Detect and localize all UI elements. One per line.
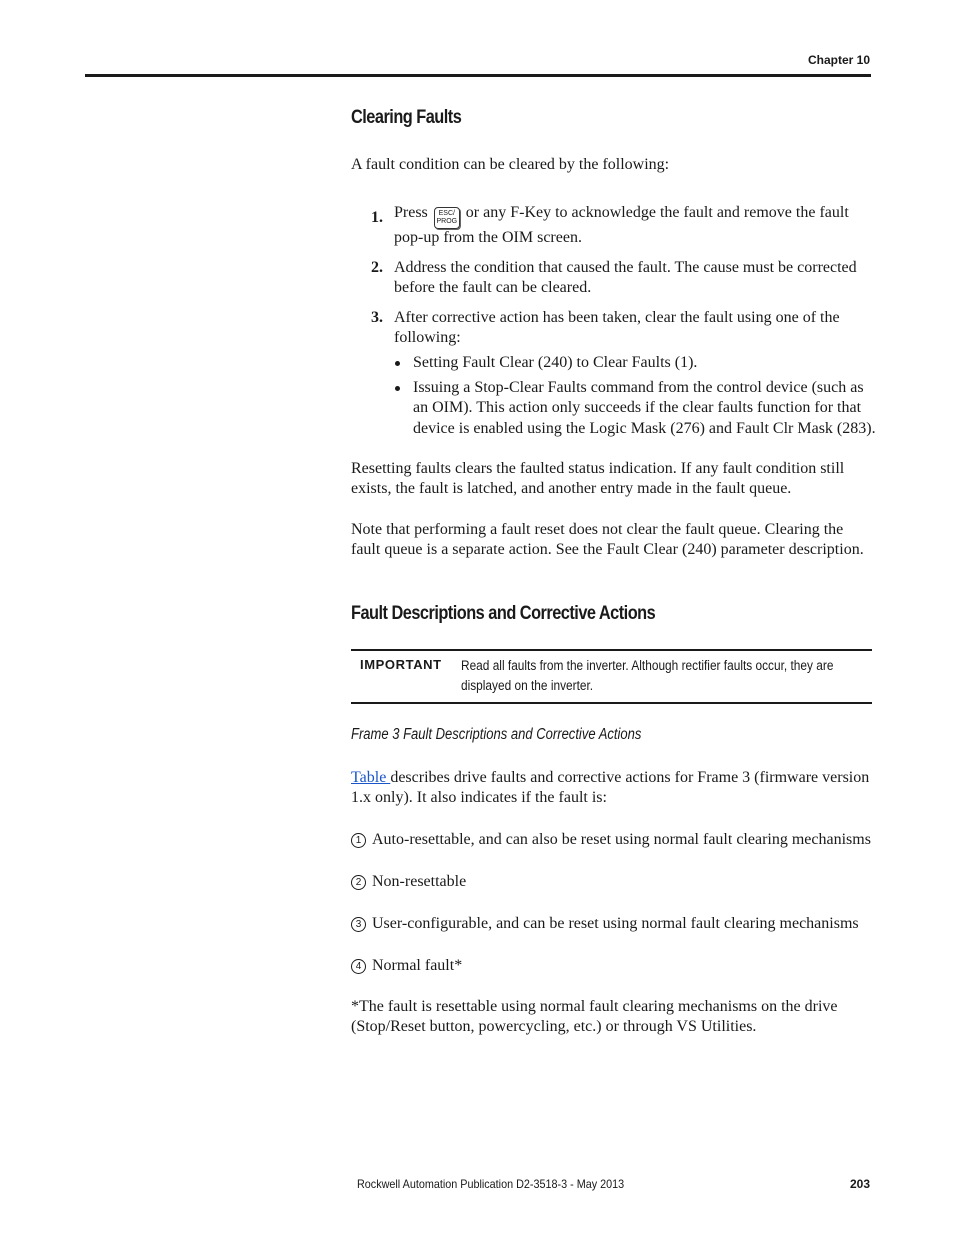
para-resetting-line1: Resetting faults clears the faulted status indication. If any fault condition still — [351, 460, 845, 477]
header-rule — [85, 74, 871, 77]
esc-prog-key-icon — [434, 207, 460, 229]
chapter-label: Chapter 10 — [807, 53, 870, 67]
fault-type-text: User-configurable, and can be reset using normal fault clearing mechanisms — [372, 915, 859, 932]
table-link[interactable]: Table — [351, 769, 391, 786]
para-note-line1: Note that performing a fault reset does not clear the fault queue. Clearing the — [351, 521, 844, 538]
footnote-line1: *The fault is resettable using normal fault clearing mechanisms on the drive — [351, 998, 838, 1015]
step-number: 1. — [371, 209, 383, 226]
bullet-2-line2: an OIM). This action only succeeds if the clear faults function for that — [413, 399, 862, 416]
table-caption: Frame 3 Fault Descriptions and Corrective Actions — [351, 726, 642, 743]
fault-type-text: Non-resettable — [372, 873, 467, 890]
step-3-line1: After corrective action has been taken, clear the fault using one of the — [394, 309, 840, 326]
step-1-press: Press — [394, 204, 428, 221]
publication-footer: Rockwell Automation Publication D2-3518-3 - May 2013 — [357, 1177, 625, 1191]
para-resetting-line2: exists, the fault is latched, and another entry made in the fault queue. — [351, 480, 792, 497]
desc-line1 — [351, 768, 869, 788]
important-line2: displayed on the inverter. — [461, 678, 594, 693]
step-2-line2: before the fault can be cleared. — [394, 279, 592, 296]
page-number: 203 — [849, 1177, 870, 1191]
circled-number-icon: 3 — [351, 917, 366, 932]
step-number: 3. — [371, 309, 383, 326]
step-3-line2: following: — [394, 329, 461, 346]
fault-type-item — [351, 914, 859, 934]
bullet-1-text: Setting Fault Clear (240) to Clear Faults (1). — [413, 354, 698, 371]
step-1-line2: pop-up from the OIM screen. — [394, 229, 582, 246]
section-title-clearing-faults: Clearing Faults — [351, 107, 462, 128]
important-bottom-rule — [351, 702, 872, 704]
desc-line2: 1.x only). It also indicates if the fault is: — [351, 789, 607, 806]
step-2-line1: Address the condition that caused the fault. The cause must be corrected — [394, 259, 857, 276]
footnote-line2: (Stop/Reset button, powercycling, etc.) or through VS Utilities. — [351, 1018, 757, 1035]
fault-type-item — [351, 830, 871, 850]
bullet-2-line1: Issuing a Stop-Clear Faults command from the control device (such as — [413, 379, 864, 396]
para-note-line2: fault queue is a separate action. See the Fault Clear (240) parameter description. — [351, 541, 864, 558]
section-title-fault-descriptions: Fault Descriptions and Corrective Actions — [351, 603, 656, 624]
key-top-label: ESC/ — [438, 210, 455, 217]
fault-type-text: Normal fault* — [372, 957, 463, 974]
bullet-dot — [395, 361, 400, 366]
circled-number-icon: 4 — [351, 959, 366, 974]
important-top-rule — [351, 649, 872, 651]
fault-type-item — [351, 872, 466, 892]
intro-text: A fault condition can be cleared by the following: — [351, 156, 670, 173]
important-text — [461, 656, 834, 696]
step-1-line1 — [394, 203, 849, 229]
circled-number-icon: 1 — [351, 833, 366, 848]
fault-type-item — [351, 956, 462, 976]
step-1-text: or any F-Key to acknowledge the fault and remove the fault — [465, 204, 849, 221]
fault-type-text: Auto-resettable, and can also be reset using normal fault clearing mechanisms — [372, 831, 871, 848]
bullet-2-line3: device is enabled using the Logic Mask (276) and Fault Clr Mask (283). — [413, 420, 876, 437]
important-line1: Read all faults from the inverter. Although rectifier faults occur, they are — [461, 658, 834, 673]
important-label: IMPORTANT — [360, 657, 442, 672]
key-bottom-label: PROG — [436, 218, 458, 225]
circled-number-icon: 2 — [351, 875, 366, 890]
step-number: 2. — [371, 259, 383, 276]
desc-line1-text: describes drive faults and corrective actions for Frame 3 (firmware version — [390, 769, 870, 786]
bullet-dot — [395, 386, 400, 391]
